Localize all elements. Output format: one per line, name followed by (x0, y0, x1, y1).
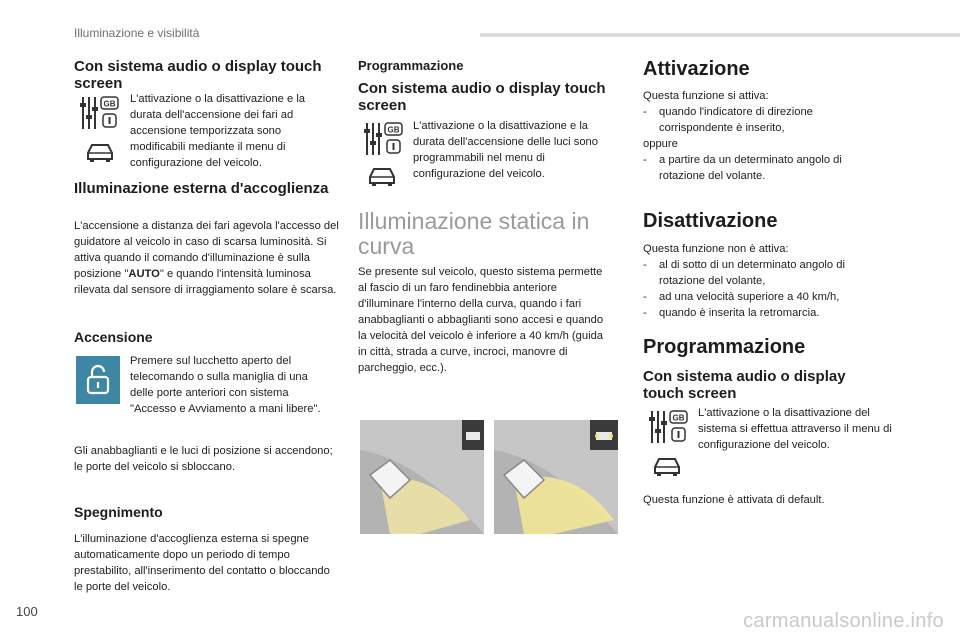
col1-block2-text-b: " e quando l'intensità luminosa rilevata dal sensore di irraggiamento solare è scarsa. (74, 268, 337, 296)
car-icon (651, 455, 683, 477)
car-icon (366, 165, 398, 187)
watermark: carmanualsonline.info (743, 610, 944, 632)
settings-icon-group-3 (647, 409, 689, 477)
col2-block1-text-wrap (413, 118, 608, 182)
programmazione-text: L'attivazione o la disattivazione del sistema si effettua attraverso il menu di configurazione del veicolo. (698, 407, 892, 451)
programmazione-title: Programmazione (643, 336, 806, 358)
disattivazione-body (643, 241, 883, 321)
accensione-title: Accensione (74, 329, 153, 345)
settings-icon-group-2 (362, 121, 404, 187)
spegnimento-text: L'illuminazione d'accoglienza esterna si spegne automaticamente dopo un periodo di tempo prestabilito, all'inserimento del contatto o bloccando le porte del veicolo. (74, 533, 330, 593)
section-header: Illuminazione e visibilità (74, 26, 200, 40)
attivazione-heading-wrap (643, 58, 750, 81)
disattivazione-title: Disattivazione (643, 210, 778, 232)
svg-text:GB: GB (103, 99, 116, 109)
statica-title: Illuminazione statica in curva (358, 208, 590, 259)
programmazione-note-wrap (643, 492, 883, 508)
col2-block1-title: Con sistema audio o display touch screen (358, 80, 606, 114)
attivazione-body (643, 88, 883, 184)
unlock-tile (76, 356, 120, 404)
col1-block2-text (74, 218, 339, 298)
accensione-text2-wrap (74, 443, 339, 475)
unlock-icon (85, 364, 111, 396)
accensione-text: Premere sul lucchetto aperto del telecomando o sulla maniglia di una delle porte anteriori con sistema "Accesso e Avviamento a mani libere". (130, 355, 321, 415)
disattivazione-heading-wrap (643, 210, 777, 233)
col2-block1-text: L'attivazione o la disattivazione e la durata dell'accensione delle luci sono programmabili nel menu di configurazione del veicolo. (413, 120, 598, 180)
attivazione-title: Attivazione (643, 58, 750, 80)
spegnimento-heading-wrap (74, 504, 163, 521)
settings-sliders-icon (647, 409, 689, 445)
col1-block2 (74, 180, 334, 197)
col1-block1-text-wrap (130, 91, 325, 171)
attivazione-list (643, 88, 883, 184)
page-number: 100 (16, 604, 38, 619)
col1-block2-text-a: L'accensione a distanza dei fari agevola l'accesso del guidatore al veicolo in caso di scarsa luminosità. Si attiva quando il comando d'illuminazione è sulla posizione " (74, 220, 339, 280)
statica-text-wrap (358, 264, 608, 376)
accensione-text-wrap (130, 353, 330, 417)
auto-label: AUTO (128, 268, 160, 280)
curve-scene-2 (494, 420, 618, 534)
settings-sliders-icon (362, 121, 404, 157)
col2-label: Programmazione (358, 58, 464, 73)
accensione-heading-wrap (74, 329, 153, 346)
statica-text: Se presente sul veicolo, questo sistema permette al fascio di un faro fendinebbia anteriore d'illuminare l'interno della curva, quando i fari anabbaglianti o abbaglianti sono accesi e quando la velocità del veicolo è inferiore a 40 km/h (guida in città, strada a curve, incroci, manovre di parcheggio, ecc.). (358, 266, 604, 374)
col1-block2-text-wrap (74, 218, 339, 298)
settings-icon-group (78, 95, 120, 163)
attivazione-intro: Questa funzione si attiva: (643, 90, 769, 102)
programmazione-subtitle-wrap (643, 368, 883, 402)
col1-block1-text: L'attivazione o la disattivazione e la durata dell'accensione dei fari ad accensione temporizzata sono modificabili mediante il menu di configurazione del veicolo. (130, 93, 306, 169)
car-icon (84, 141, 116, 163)
disattivazione-item-3: - quando è inserita la retromarcia. (643, 305, 883, 321)
disattivazione-item-2: - ad una velocità superiore a 40 km/h, (643, 289, 883, 305)
disattivazione-item-1: - al di sotto di un determinato angolo di rotazione del volante, (643, 257, 883, 289)
col1-block2-title: Illuminazione esterna d'accoglienza (74, 180, 329, 197)
accensione-text2: Gli anabbaglianti e le luci di posizione si accendono; le porte del veicolo si sbloccano. (74, 445, 333, 473)
programmazione-heading-wrap (643, 336, 805, 359)
col2-block1 (358, 80, 608, 114)
col2-label-wrap (358, 58, 463, 73)
svg-text:GB: GB (672, 413, 685, 423)
programmazione-note: Questa funzione è attivata di default. (643, 494, 825, 506)
svg-text:GB: GB (387, 125, 400, 135)
col1-block1-title: Con sistema audio o display touch screen (74, 58, 322, 92)
disattivazione-intro: Questa funzione non è attiva: (643, 243, 789, 255)
curve-scene-1 (360, 420, 484, 534)
spegnimento-title: Spegnimento (74, 504, 163, 520)
attivazione-oppure: oppure (643, 138, 678, 150)
programmazione-text-wrap (698, 405, 898, 453)
attivazione-item-1: - quando l'indicatore di direzione corrispondente è inserito, (643, 104, 883, 136)
headlight-curve-illustration-icon (360, 420, 484, 534)
settings-sliders-icon (78, 95, 120, 131)
header-rule (480, 33, 960, 37)
col1-block1 (74, 58, 344, 92)
programmazione-subtitle: Con sistema audio o display touch screen (643, 368, 846, 402)
statica-heading-wrap (358, 209, 598, 259)
attivazione-item-2: - a partire da un determinato angolo di rotazione del volante. (643, 152, 883, 184)
disattivazione-list (643, 241, 883, 321)
headlight-curve-illustration-icon (494, 420, 618, 534)
spegnimento-text-wrap (74, 531, 339, 595)
